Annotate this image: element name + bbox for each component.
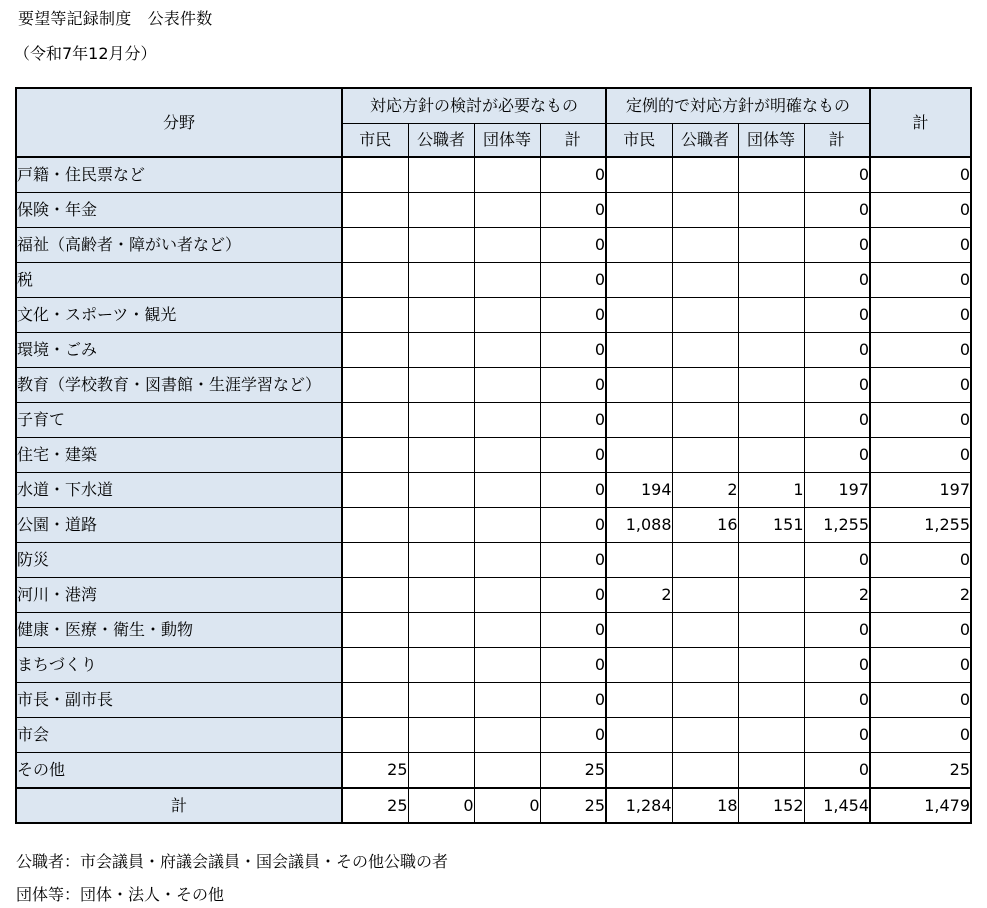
cell-b-subtotal: 0 [804, 438, 870, 473]
cell-b-org [738, 683, 804, 718]
cell-a-org [474, 578, 540, 613]
cell-a-org [474, 683, 540, 718]
cell-grand-total: 1,255 [870, 508, 971, 543]
total-a-subtotal: 25 [540, 788, 606, 823]
cell-b-subtotal: 197 [804, 473, 870, 508]
cell-b-subtotal: 0 [804, 613, 870, 648]
row-label: 住宅・建築 [16, 438, 342, 473]
row-label: 公園・道路 [16, 508, 342, 543]
cell-b-official [672, 613, 738, 648]
cell-b-org [738, 543, 804, 578]
total-a-official: 0 [408, 788, 474, 823]
cell-a-official [408, 543, 474, 578]
cell-b-citizen [606, 648, 672, 683]
cell-a-citizen: 25 [342, 753, 408, 789]
cell-grand-total: 197 [870, 473, 971, 508]
cell-b-citizen [606, 543, 672, 578]
cell-b-official [672, 683, 738, 718]
cell-b-org [738, 438, 804, 473]
cell-grand-total: 2 [870, 578, 971, 613]
cell-grand-total: 0 [870, 613, 971, 648]
table-row [16, 648, 971, 683]
cell-a-citizen [342, 473, 408, 508]
cell-b-official [672, 718, 738, 753]
cell-b-org: 1 [738, 473, 804, 508]
cell-b-subtotal: 0 [804, 753, 870, 789]
cell-a-citizen [342, 368, 408, 403]
cell-a-subtotal: 0 [540, 613, 606, 648]
cell-a-citizen [342, 298, 408, 333]
cell-b-citizen [606, 228, 672, 263]
cell-grand-total: 0 [870, 543, 971, 578]
cell-b-official [672, 403, 738, 438]
table-row [16, 438, 971, 473]
cell-a-citizen [342, 508, 408, 543]
total-a-org: 0 [474, 788, 540, 823]
row-label: 健康・医療・衛生・動物 [16, 613, 342, 648]
cell-b-citizen: 1,088 [606, 508, 672, 543]
cell-a-official [408, 578, 474, 613]
cell-a-org [474, 368, 540, 403]
cell-grand-total: 0 [870, 157, 971, 193]
note-official-definition: 公職者：市会議員・府議会議員・国会議員・その他公職の者 [16, 852, 449, 871]
cell-b-citizen [606, 718, 672, 753]
total-b-subtotal: 1,454 [804, 788, 870, 823]
cell-a-citizen [342, 333, 408, 368]
row-label: 水道・下水道 [16, 473, 342, 508]
cell-b-citizen: 194 [606, 473, 672, 508]
cell-a-subtotal: 0 [540, 193, 606, 228]
cell-a-org [474, 157, 540, 193]
cell-b-citizen [606, 298, 672, 333]
cell-b-official [672, 648, 738, 683]
table-row [16, 263, 971, 298]
header-grand-total: 計 [870, 88, 971, 157]
cell-a-subtotal: 0 [540, 228, 606, 263]
cell-b-org [738, 263, 804, 298]
cell-a-official [408, 368, 474, 403]
cell-b-subtotal: 0 [804, 403, 870, 438]
cell-b-official [672, 298, 738, 333]
cell-b-org [738, 193, 804, 228]
cell-b-org [738, 298, 804, 333]
header-a-subtotal: 計 [540, 124, 606, 158]
total-b-org: 152 [738, 788, 804, 823]
cell-a-official [408, 648, 474, 683]
cell-a-official [408, 333, 474, 368]
cell-a-subtotal: 0 [540, 718, 606, 753]
row-label: 防災 [16, 543, 342, 578]
cell-b-subtotal: 0 [804, 333, 870, 368]
header-group-needs-review: 対応方針の検討が必要なもの [342, 88, 606, 124]
table-row [16, 718, 971, 753]
cell-b-subtotal: 0 [804, 543, 870, 578]
cell-a-citizen [342, 157, 408, 193]
cell-a-citizen [342, 683, 408, 718]
cell-b-official [672, 753, 738, 789]
cell-grand-total: 0 [870, 333, 971, 368]
cell-b-subtotal: 1,255 [804, 508, 870, 543]
row-label: 戸籍・住民票など [16, 157, 342, 193]
period-label: （令和7年12月分） [14, 44, 157, 63]
cell-b-official [672, 157, 738, 193]
total-row [16, 788, 971, 823]
cell-a-subtotal: 0 [540, 157, 606, 193]
cell-b-citizen [606, 438, 672, 473]
cell-a-subtotal: 0 [540, 368, 606, 403]
cell-b-official [672, 228, 738, 263]
cell-a-official [408, 157, 474, 193]
table-row [16, 613, 971, 648]
cell-b-subtotal: 0 [804, 648, 870, 683]
cell-a-subtotal: 0 [540, 473, 606, 508]
table-row [16, 753, 971, 789]
cell-b-org [738, 613, 804, 648]
total-b-official: 18 [672, 788, 738, 823]
row-label: 教育（学校教育・図書館・生涯学習など） [16, 368, 342, 403]
page-title: 要望等記録制度 公表件数 [18, 9, 213, 28]
cell-a-citizen [342, 438, 408, 473]
cell-grand-total: 0 [870, 718, 971, 753]
cell-a-org [474, 613, 540, 648]
cell-a-official [408, 438, 474, 473]
cell-grand-total: 0 [870, 193, 971, 228]
row-label: 税 [16, 263, 342, 298]
table-row [16, 508, 971, 543]
cell-a-official [408, 613, 474, 648]
cell-a-subtotal: 0 [540, 648, 606, 683]
cell-grand-total: 0 [870, 263, 971, 298]
header-b-official: 公職者 [672, 124, 738, 158]
cell-b-official [672, 368, 738, 403]
cell-a-subtotal: 0 [540, 543, 606, 578]
total-a-citizen: 25 [342, 788, 408, 823]
cell-a-subtotal: 0 [540, 333, 606, 368]
cell-a-citizen [342, 543, 408, 578]
cell-a-citizen [342, 403, 408, 438]
cell-b-citizen [606, 613, 672, 648]
cell-a-org [474, 438, 540, 473]
cell-a-subtotal: 25 [540, 753, 606, 789]
row-label: 河川・港湾 [16, 578, 342, 613]
statistics-table [15, 87, 972, 824]
cell-a-subtotal: 0 [540, 578, 606, 613]
cell-b-subtotal: 0 [804, 368, 870, 403]
cell-b-official [672, 263, 738, 298]
cell-a-org [474, 193, 540, 228]
cell-a-org [474, 753, 540, 789]
cell-b-citizen [606, 403, 672, 438]
cell-a-official [408, 718, 474, 753]
cell-b-subtotal: 0 [804, 228, 870, 263]
cell-a-citizen [342, 613, 408, 648]
cell-a-org [474, 543, 540, 578]
cell-b-citizen [606, 193, 672, 228]
cell-a-subtotal: 0 [540, 683, 606, 718]
cell-a-subtotal: 0 [540, 403, 606, 438]
header-b-org: 団体等 [738, 124, 804, 158]
row-label: 福祉（高齢者・障がい者など） [16, 228, 342, 263]
table-row [16, 543, 971, 578]
cell-a-official [408, 193, 474, 228]
cell-a-citizen [342, 228, 408, 263]
cell-a-org [474, 648, 540, 683]
cell-a-org [474, 403, 540, 438]
cell-b-citizen [606, 368, 672, 403]
cell-b-subtotal: 0 [804, 263, 870, 298]
cell-b-official: 2 [672, 473, 738, 508]
cell-a-org [474, 718, 540, 753]
table-row [16, 298, 971, 333]
cell-a-official [408, 753, 474, 789]
cell-a-citizen [342, 578, 408, 613]
cell-b-org [738, 368, 804, 403]
cell-grand-total: 0 [870, 368, 971, 403]
cell-a-subtotal: 0 [540, 298, 606, 333]
cell-b-org [738, 578, 804, 613]
cell-a-official [408, 683, 474, 718]
row-label: 市長・副市長 [16, 683, 342, 718]
row-label: 環境・ごみ [16, 333, 342, 368]
total-b-citizen: 1,284 [606, 788, 672, 823]
table-row [16, 333, 971, 368]
cell-a-official [408, 263, 474, 298]
table-row [16, 157, 971, 193]
cell-b-official [672, 333, 738, 368]
cell-b-subtotal: 0 [804, 298, 870, 333]
header-group-routine: 定例的で対応方針が明確なもの [606, 88, 870, 124]
cell-b-org [738, 753, 804, 789]
cell-b-org [738, 228, 804, 263]
row-label: 保険・年金 [16, 193, 342, 228]
table-row [16, 473, 971, 508]
cell-a-citizen [342, 648, 408, 683]
cell-a-official [408, 403, 474, 438]
row-label: 市会 [16, 718, 342, 753]
header-b-citizen: 市民 [606, 124, 672, 158]
cell-grand-total: 0 [870, 438, 971, 473]
cell-b-citizen [606, 753, 672, 789]
cell-a-citizen [342, 193, 408, 228]
table-row [16, 578, 971, 613]
cell-a-org [474, 298, 540, 333]
cell-b-org [738, 157, 804, 193]
cell-a-org [474, 263, 540, 298]
cell-b-citizen: 2 [606, 578, 672, 613]
table-row [16, 228, 971, 263]
cell-a-org [474, 333, 540, 368]
cell-b-citizen [606, 333, 672, 368]
row-label: その他 [16, 753, 342, 789]
cell-a-org [474, 473, 540, 508]
table-row [16, 683, 971, 718]
cell-grand-total: 0 [870, 403, 971, 438]
cell-b-org [738, 403, 804, 438]
row-label: 子育て [16, 403, 342, 438]
row-label: まちづくり [16, 648, 342, 683]
cell-a-official [408, 298, 474, 333]
cell-b-official [672, 438, 738, 473]
cell-b-official [672, 543, 738, 578]
header-a-org: 団体等 [474, 124, 540, 158]
total-label: 計 [16, 788, 342, 823]
cell-b-subtotal: 0 [804, 718, 870, 753]
cell-a-citizen [342, 263, 408, 298]
cell-grand-total: 0 [870, 298, 971, 333]
cell-b-official [672, 193, 738, 228]
cell-grand-total: 0 [870, 683, 971, 718]
cell-b-official [672, 578, 738, 613]
header-b-subtotal: 計 [804, 124, 870, 158]
cell-b-subtotal: 0 [804, 683, 870, 718]
header-a-citizen: 市民 [342, 124, 408, 158]
cell-a-official [408, 228, 474, 263]
total-grand-total: 1,479 [870, 788, 971, 823]
cell-b-subtotal: 2 [804, 578, 870, 613]
table-row [16, 193, 971, 228]
cell-grand-total: 0 [870, 648, 971, 683]
cell-a-citizen [342, 718, 408, 753]
cell-b-org [738, 333, 804, 368]
cell-b-org: 151 [738, 508, 804, 543]
cell-a-official [408, 508, 474, 543]
cell-a-org [474, 508, 540, 543]
cell-grand-total: 25 [870, 753, 971, 789]
cell-b-official: 16 [672, 508, 738, 543]
cell-grand-total: 0 [870, 228, 971, 263]
cell-a-subtotal: 0 [540, 508, 606, 543]
header-a-official: 公職者 [408, 124, 474, 158]
table-row [16, 368, 971, 403]
cell-b-subtotal: 0 [804, 193, 870, 228]
header-field: 分野 [16, 88, 342, 157]
cell-b-org [738, 718, 804, 753]
table-row [16, 403, 971, 438]
cell-a-subtotal: 0 [540, 263, 606, 298]
cell-a-org [474, 228, 540, 263]
cell-a-official [408, 473, 474, 508]
cell-b-org [738, 648, 804, 683]
cell-b-citizen [606, 263, 672, 298]
cell-a-subtotal: 0 [540, 438, 606, 473]
cell-b-citizen [606, 683, 672, 718]
cell-b-subtotal: 0 [804, 157, 870, 193]
note-org-definition: 団体等：団体・法人・その他 [16, 885, 225, 904]
row-label: 文化・スポーツ・観光 [16, 298, 342, 333]
cell-b-citizen [606, 157, 672, 193]
